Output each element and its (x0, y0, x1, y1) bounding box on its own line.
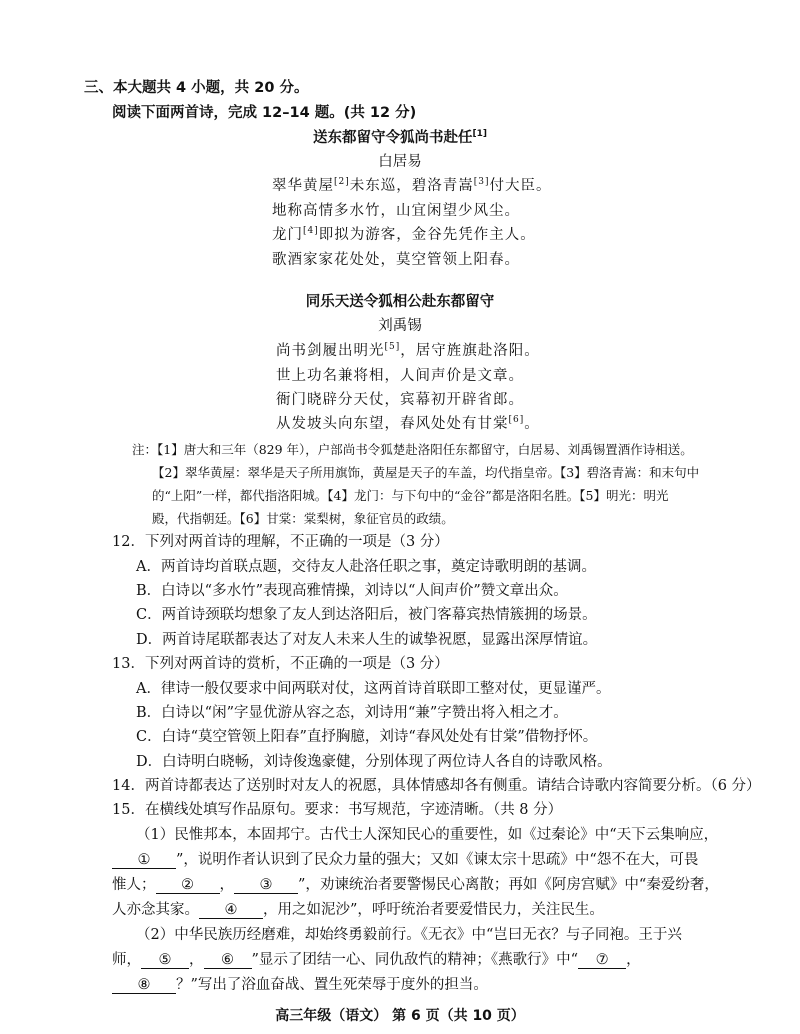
poem1-line-1: 翠华黄屋[2]未东巡，碧洛青嵩[3]付大臣。 (272, 177, 552, 194)
q13-option-d: D．白诗明白晓畅，刘诗俊逸豪健，分别体现了两位诗人各自的诗歌风格。 (136, 754, 612, 770)
note-line-4: 殿，代指朝廷。【6】甘棠：棠梨树，象征官员的政绩。 (152, 511, 454, 526)
q15-p2-line-3: ⑧ ？”写出了浴血奋战、置生死荣辱于度外的担当。 (112, 975, 488, 995)
note-line-1: 注：【1】唐大和三年（829 年），户部尚书令狐楚赴洛阳任东都留守，白居易、刘禹锡置酒作诗相送。 (132, 442, 693, 457)
answer-blank-7[interactable]: ⑦ (578, 952, 626, 969)
poem1-line-4: 歌酒家家花处处，莫空管领上阳春。 (272, 252, 520, 268)
q15-p1-line-2: ① ”，说明作者认识到了民众力量的强大；又如《谏太宗十思疏》中“怨不在大，可畏 (112, 850, 698, 870)
poem2-title: 同乐天送令狐相公赴东都留守 (305, 294, 495, 310)
q12-option-b: B．白诗以“多水竹”表现高雅情操，刘诗以“人间声价”赞文章出众。 (136, 583, 568, 599)
poem2-line-4: 从发坡头向东望，春风处处有甘棠[6]。 (276, 415, 540, 432)
poem1-line-3: 龙门[4]即拟为游客，金谷先凭作主人。 (272, 226, 536, 243)
q15-p2-line-2: 师， ⑤ ， ⑥ ”显示了团结一心、同仇敌忾的精神；《燕歌行》中“ ⑦ ， (112, 952, 641, 968)
answer-blank-1[interactable]: ① (112, 852, 176, 869)
page-footer: 高三年级（语文） 第 6 页（共 10 页） (275, 1008, 525, 1024)
q15-p1-line-3: 惟人； ② ， ③ ”，劝谏统治者要警惕民心离散；再如《阿房宫赋》中“秦爱纷奢， (112, 877, 719, 893)
poem1-line-2: 地称高情多水竹，山宜闲望少风尘。 (272, 203, 520, 219)
poem1-author: 白居易 (378, 154, 422, 170)
q15-stem: 15．在横线处填写作品原句。要求：书写规范，字迹清晰。（共 8 分） (112, 802, 563, 818)
poem2-line-1: 尚书剑履出明光[5]，居守旌旗赴洛阳。 (276, 342, 540, 359)
section-heading: 三、本大题共 4 小题，共 20 分。 (84, 80, 309, 96)
q13-stem: 13．下列对两首诗的赏析，不正确的一项是（3 分） (112, 656, 449, 672)
section-instruction: 阅读下面两首诗，完成 12–14 题。(共 12 分) (112, 105, 417, 121)
q13-option-c: C．白诗“莫空管领上阳春”直抒胸臆，刘诗“春风处处有甘棠”借物抒怀。 (136, 729, 598, 745)
q12-option-c: C．两首诗颈联均想象了友人到达洛阳后，被门客幕宾热情簇拥的场景。 (136, 607, 597, 623)
answer-blank-2[interactable]: ② (156, 877, 220, 894)
answer-blank-4[interactable]: ④ (199, 902, 263, 919)
poem2-line-2: 世上功名兼将相，人间声价是文章。 (276, 368, 524, 384)
poem1-title-note: [1] (472, 129, 487, 140)
note-line-2: 【2】翠华黄屋：翠华是天子所用旗饰，黄屋是天子的车盖，均代指皇帝。【3】碧洛青嵩：和末句中 (152, 465, 700, 480)
answer-blank-6[interactable]: ⑥ (204, 952, 252, 969)
poem2-line-3: 衙门晓辟分天仗，宾幕初开辟省郎。 (276, 392, 524, 408)
poem1-title-text: 送东都留守令狐尚书赴任 (313, 130, 473, 146)
q15-p2-line-1: （2）中华民族历经磨难，却始终勇毅前行。《无衣》中“岂曰无衣？与子同袍。王于兴 (136, 927, 682, 943)
answer-blank-5[interactable]: ⑤ (141, 952, 189, 969)
poem2-author: 刘禹锡 (378, 318, 422, 334)
q13-option-b: B．白诗以“闲”字显优游从容之态，刘诗用“兼”字赞出将入相之才。 (136, 705, 568, 721)
note-line-3: 的“上阳”一样，都代指洛阳城。【4】龙门：与下句中的“金谷”都是洛阳名胜。【5】明光：明光 (152, 488, 669, 503)
q12-option-a: A．两首诗均首联点题，交待友人赴洛任职之事，奠定诗歌明朗的基调。 (136, 559, 596, 575)
poem1-title (0, 128, 800, 148)
q15-p1-line-4: 人亦念其家。 ④ ，用之如泥沙”，呼吁统治者要爱惜民力，关注民生。 (112, 902, 604, 918)
answer-blank-3[interactable]: ③ (234, 877, 298, 894)
q14-stem: 14．两首诗都表达了送别时对友人的祝愿，具体情感却各有侧重。请结合诗歌内容简要分析。（6 分） (112, 778, 761, 794)
q15-p1-line-1: （1）民惟邦本，本固邦宁。古代士人深知民心的重要性，如《过秦论》中“天下云集响应， (136, 827, 719, 843)
q13-option-a: A．律诗一般仅要求中间两联对仗，这两首诗首联即工整对仗，更显谨严。 (136, 681, 611, 697)
answer-blank-8[interactable]: ⑧ (112, 977, 176, 994)
q12-stem: 12．下列对两首诗的理解，不正确的一项是（3 分） (112, 534, 449, 550)
q12-option-d: D．两首诗尾联都表达了对友人未来人生的诚挚祝愿，显露出深厚情谊。 (136, 632, 598, 648)
